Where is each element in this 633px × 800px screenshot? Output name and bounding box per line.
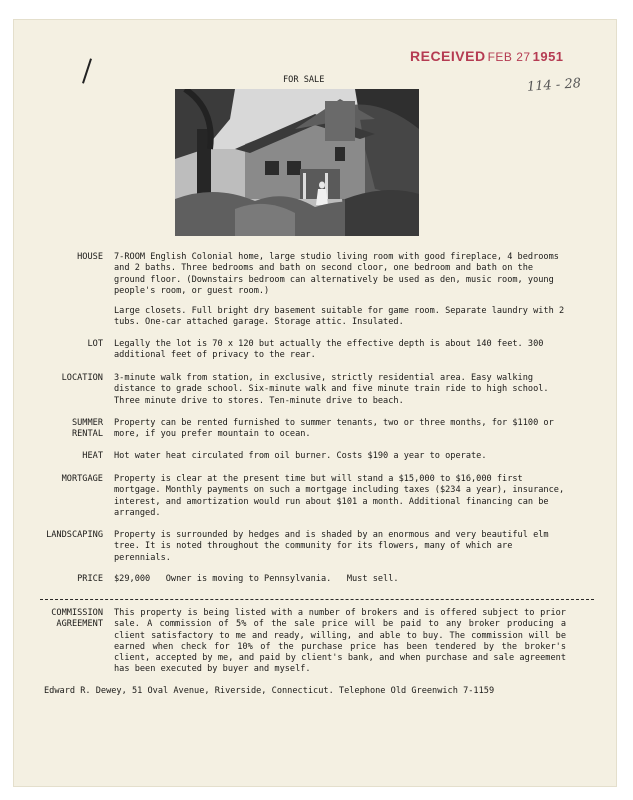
section-label-commission-agreement: COMMISSION AGREEMENT [51, 608, 103, 629]
house-features: Large closets. Full bright dry basement suitable for game room. Separate laundry with 2 tubs. One-car attached garage. Storage attic. Insulated. [114, 306, 565, 328]
section-label-location: LOCATION [61, 373, 103, 383]
section-label-landscaping: LANDSCAPING [46, 530, 103, 540]
house-photograph [175, 89, 419, 236]
location-description: 3-minute walk from station, in exclusive, strictly residential area. Easy walking distance to grade school. Six-minute walk and five minute train ride to high school. Three minute drive to stores. Ten-minute drive to beach. [114, 373, 549, 406]
received-stamp [410, 48, 564, 64]
owner-contact-line: Edward R. Dewey, 51 Oval Avenue, Riverside, Connecticut. Telephone Old Greenwich 7-1159 [44, 686, 495, 696]
commission-agreement-text: This property is being listed with a number of brokers and is offered subject to prior sale. A commission of 5% of the sale price will be paid to any broker producing a client satisfactory to me and ready, willing, and able to buy. The commission will be earned when check for 10% of the purchase price has been tendered by the broker's client, accepted by me, and paid by client's bank, and when purchase and sale agreement has been executed by buyer and myself. [114, 608, 566, 675]
section-label-price: PRICE [77, 574, 103, 584]
price-description: $29,000 Owner is moving to Pennsylvania. Must sell. [114, 574, 399, 584]
summer-rental-description: Property can be rented furnished to summer tenants, two or three months, for $1100 or more, if you prefer mountain to ocean. [114, 418, 554, 440]
dashed-divider [40, 599, 594, 600]
landscaping-description: Property is surrounded by hedges and is shaded by an enormous and very beautiful elm tree. It is noted throughout the community for its flowers, many of which are perennials. [114, 530, 549, 563]
mortgage-description: Property is clear at the present time but will stand a $15,000 to $16,000 first mortgage. Monthly payments on such a mortgage including taxes ($234 a year), insurance, interest, and amortization would run about $101 a month. Additional financing can be arranged. [114, 474, 565, 518]
section-label-house: HOUSE [77, 252, 103, 262]
heat-description: Hot water heat circulated from oil burner. Costs $190 a year to operate. [114, 451, 487, 461]
section-label-summer-rental: SUMMER RENTAL [71, 418, 103, 439]
handwritten-reference-number: 114 - 28 [526, 76, 582, 95]
house-description: 7-ROOM English Colonial home, large studio living room with good fireplace, 4 bedrooms and 2 baths. Three bedrooms and bath on second cloor, one bedroom and bath on the ground floor. (Downstairs bedroom can alternatively be used as den, music room, young people's room, or guest room.) [114, 252, 559, 296]
section-label-lot: LOT [87, 339, 103, 349]
stamp-date: FEB 27 [487, 50, 531, 64]
stamp-received-label: RECEIVED [410, 48, 486, 64]
stamp-year: 1951 [532, 49, 564, 64]
page-title: FOR SALE [283, 75, 325, 85]
lot-description: Legally the lot is 70 x 120 but actually the effective depth is about 140 feet. 300 additional feet of privacy to the rear. [114, 339, 544, 361]
section-label-heat: HEAT [82, 451, 103, 461]
section-label-mortgage: MORTGAGE [61, 474, 103, 484]
